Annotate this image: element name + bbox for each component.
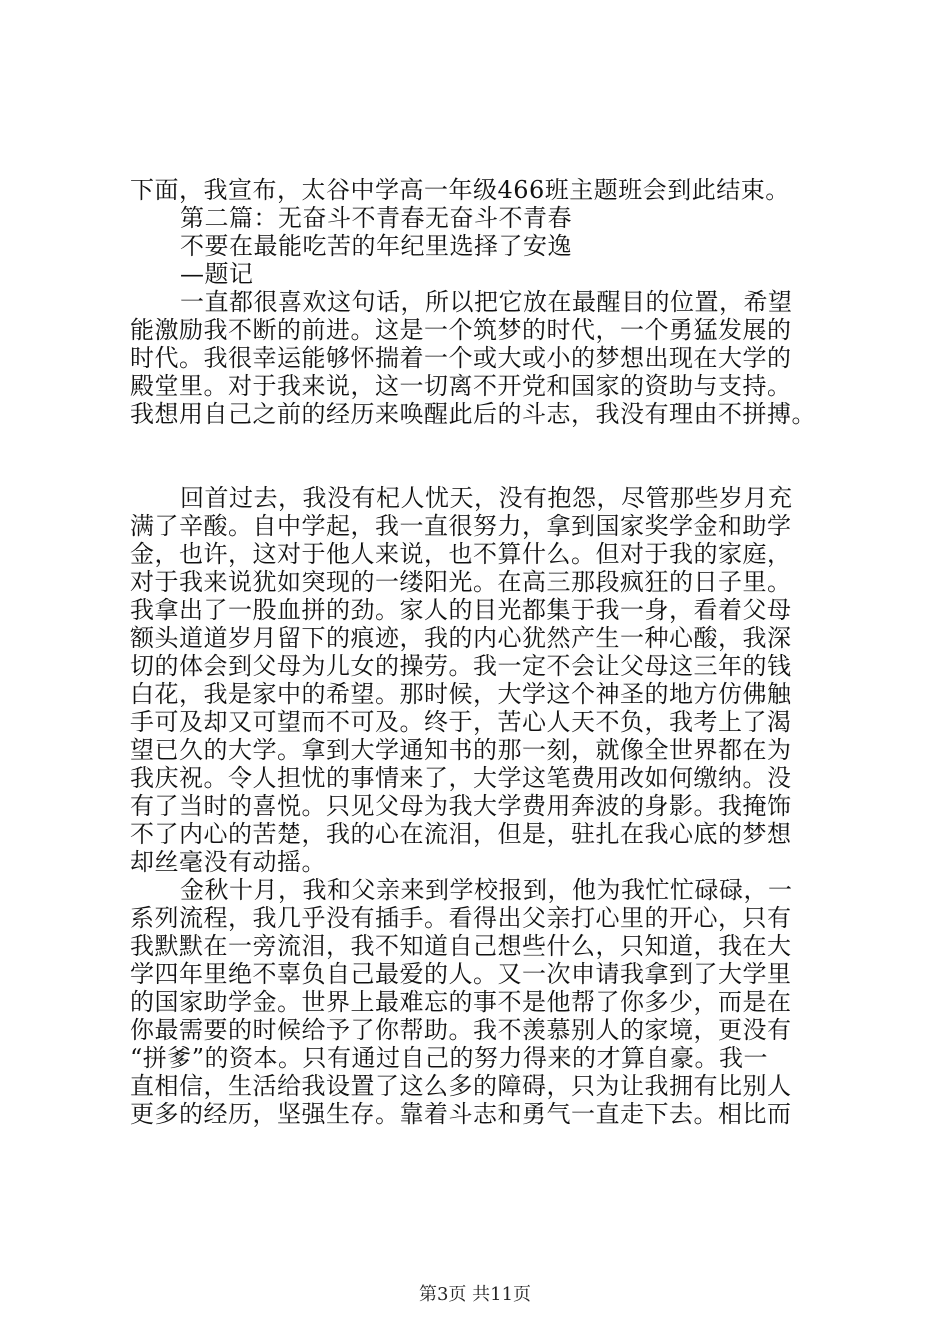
paragraph-line: 金秋十月，我和父亲来到学校报到，他为我忙忙碌碌，一 [180,876,793,904]
paragraph-line: 满了辛酸。自中学起，我一直很努力，拿到国家奖学金和助学 [130,512,792,540]
paragraph-1 [130,288,830,428]
paragraph-line: 手可及却又可望而不可及。终于，苦心人天不负，我考上了渴 [130,708,792,736]
page-number-footer: 第3页 共11页 [418,1284,532,1305]
paragraph-2 [130,484,830,876]
paragraph-3 [130,876,830,1128]
paragraph-line: 直相信，生活给我设置了这么多的障碍，只为让我拥有比别人 [130,1072,792,1100]
paragraph-line: 金，也许，这对于他人来说，也不算什么。但对于我的家庭， [130,540,792,568]
paragraph-line: 额头道道岁月留下的痕迹，我的内心犹然产生一种心酸，我深 [130,624,792,652]
paragraph-line: 系列流程，我几乎没有插手。看得出父亲打心里的开心，只有 [130,904,792,932]
paragraph-line: 的国家助学金。世界上最难忘的事不是他帮了你多少，而是在 [130,988,792,1016]
paragraph-line: 有了当时的喜悦。只见父母为我大学费用奔波的身影。我掩饰 [130,792,792,820]
document-body [130,176,830,1128]
paragraph-line: “拼爹”的资本。只有通过自己的努力得来的才算自豪。我一 [130,1044,769,1072]
intro-line: 下面，我宣布，太谷中学高一年级466班主题班会到此结束。 [130,176,790,204]
paragraph-spacer [130,428,830,484]
paragraph-line: 学四年里绝不辜负自己最爱的人。又一次申请我拿到了大学里 [130,960,792,988]
paragraph-line: 我拿出了一股血拼的劲。家人的目光都集于我一身，看着父母 [130,596,792,624]
paragraph-line: 却丝毫没有动摇。 [130,848,326,876]
epigraph: 不要在最能吃苦的年纪里选择了安逸 [180,232,572,260]
paragraph-line: 对于我来说犹如突现的一缕阳光。在高三那段疯狂的日子里。 [130,568,792,596]
paragraph-line: 你最需要的时候给予了你帮助。我不羡慕别人的家境，更没有 [130,1016,792,1044]
paragraph-line: 我想用自己之前的经历来唤醒此后的斗志，我没有理由不拼搏。 [130,400,816,428]
paragraph-line: 殿堂里。对于我来说，这一切离不开党和国家的资助与支持。 [130,372,792,400]
paragraph-line: 白花，我是家中的希望。那时候，大学这个神圣的地方仿佛触 [130,680,792,708]
paragraph-line: 更多的经历，坚强生存。靠着斗志和勇气一直走下去。相比而 [130,1100,792,1128]
paragraph-line: 时代。我很幸运能够怀揣着一个或大或小的梦想出现在大学的 [130,344,792,372]
paragraph-line: 切的体会到父母为儿女的操劳。我一定不会让父母这三年的钱 [130,652,792,680]
paragraph-line: 不了内心的苦楚，我的心在流泪，但是，驻扎在我心底的梦想 [130,820,792,848]
epigraph-source: —题记 [180,260,254,288]
paragraph-line: 望已久的大学。拿到大学通知书的那一刻，就像全世界都在为 [130,736,792,764]
paragraph-line: 我庆祝。令人担忧的事情来了，大学这笔费用改如何缴纳。没 [130,764,792,792]
paragraph-line: 我默默在一旁流泪，我不知道自己想些什么，只知道，我在大 [130,932,792,960]
paragraph-line: 一直都很喜欢这句话，所以把它放在最醒目的位置，希望 [180,288,793,316]
section-heading: 第二篇：无奋斗不青春无奋斗不青春 [180,204,572,232]
paragraph-line: 回首过去，我没有杞人忧天，没有抱怨，尽管那些岁月充 [180,484,793,512]
paragraph-line: 能激励我不断的前进。这是一个筑梦的时代，一个勇猛发展的 [130,316,792,344]
